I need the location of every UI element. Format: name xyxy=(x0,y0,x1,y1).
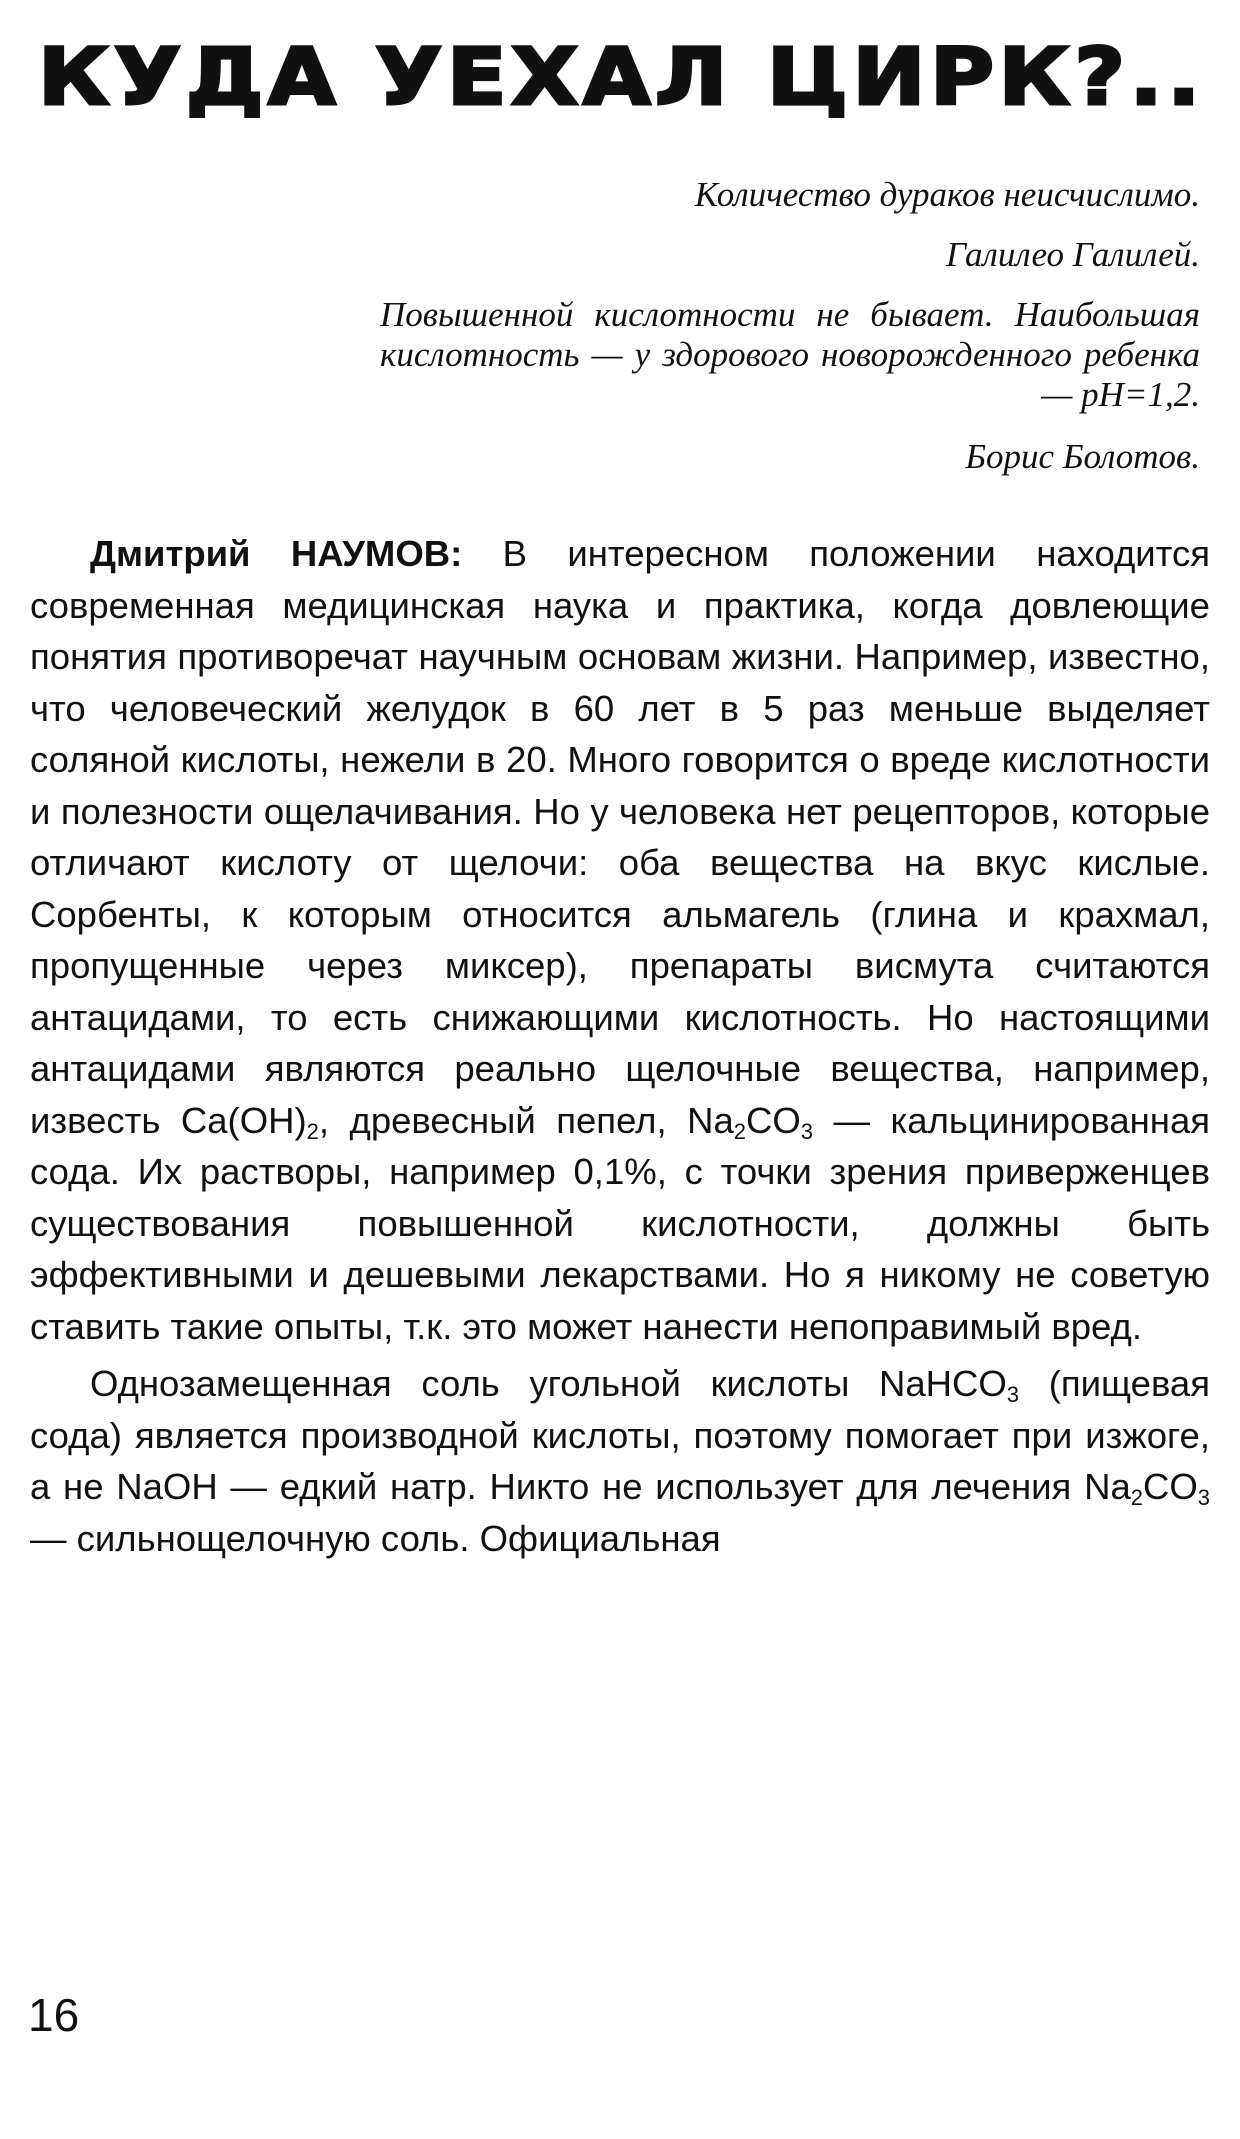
subscript: 2 xyxy=(733,1118,747,1144)
paragraph-1-text-c: CO xyxy=(746,1099,801,1141)
article-body xyxy=(30,528,1210,1564)
speaker-name: Дмитрий НАУМОВ: xyxy=(90,533,463,574)
epigraph-quote-2: Повышенной кислотности не бывает. Наибольшая кислотность — у здорового новорожденного ребенка — pH=1,2. xyxy=(380,295,1200,414)
paragraph-2-text-c: CO xyxy=(1143,1466,1198,1507)
page-number: 16 xyxy=(28,1989,80,2041)
epigraph-author-2: Борис Болотов. xyxy=(965,437,1200,476)
subscript: 2 xyxy=(306,1118,319,1144)
epigraph-author-1: Галилео Галилей. xyxy=(946,235,1200,274)
paragraph-1-text-b: , древесный пепел, Na xyxy=(318,1099,734,1141)
subscript: 3 xyxy=(800,1118,814,1144)
paragraph-2 xyxy=(30,1358,1210,1564)
epigraph-block xyxy=(360,175,1200,497)
chapter-title: КУДА УЕХАЛ ЦИРК?.. xyxy=(38,33,1205,123)
subscript: 3 xyxy=(1197,1485,1210,1510)
epigraph-quote-1: Количество дураков неисчислимо. xyxy=(694,175,1200,214)
paragraph-1 xyxy=(30,528,1210,1352)
paragraph-1-text-d: — кальцинированная сода. Их растворы, например 0,1%, с точки зрения приверженцев существования повышенной кислотности, должны быть эффективными и дешевыми лекарствами. Но я никому не советую ставить такие опыты, т.к. это может нанести непоправимый вред. xyxy=(30,1099,1211,1347)
paragraph-1-text-a: В интересном положении находится современная медицинская наука и практика, когда довлеющие понятия противоречат научным основам жизни. Например, известно, что человеческий желудок в 60 лет в 5 раз меньше выделяет соляной кислоты, нежели в 20. Много говорится о вреде кислотности и полезности ощелачивания. Но у человека нет рецепторов, которые отличают кислоту от щелочи: оба вещества на вкус кислые. Сорбенты, к которым относится альмагель (глина и крахмал, пропущенные через миксер), препараты висмута считаются антацидами, то есть снижающими кислотность. Но настоящими антацидами являются реально щелочные вещества, например, известь Ca(OH) xyxy=(30,533,1210,1141)
subscript: 2 xyxy=(1130,1485,1143,1510)
paragraph-2-text-d: — сильнощелочную соль. Официальная xyxy=(30,1517,721,1559)
paragraph-2-text-b: (пищевая сода) является производной кислоты, поэтому помогает при изжоге, а не NaOH — едкий натр. Никто не использует для лечения Na xyxy=(30,1363,1210,1507)
paragraph-2-text-a: Однозамещенная соль угольной кислоты NaHCO xyxy=(90,1363,1007,1404)
subscript: 3 xyxy=(1006,1382,1020,1407)
